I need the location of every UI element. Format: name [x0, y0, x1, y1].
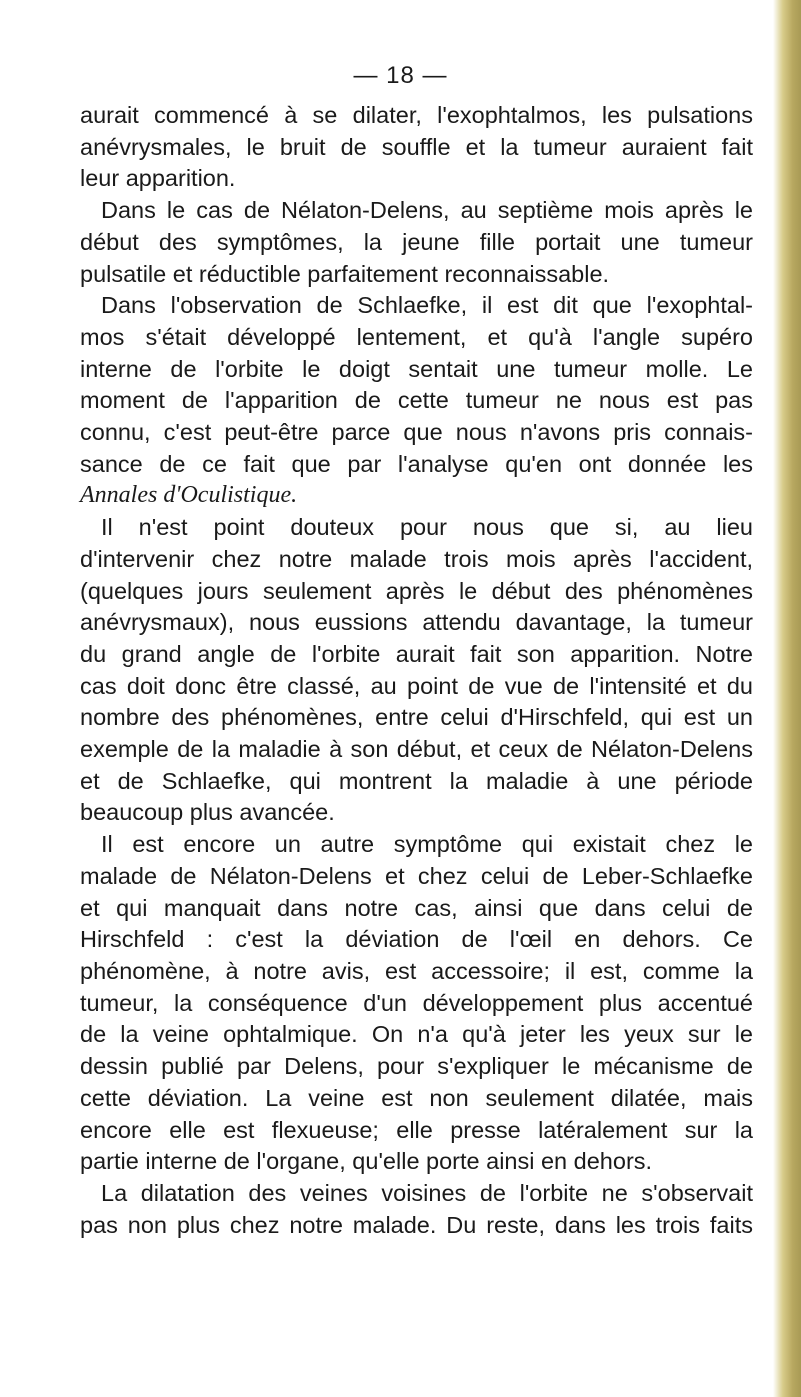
paragraph: mos s'était développé lentement, et qu'à l'angle supéro: [80, 323, 753, 350]
paragraph: exemple de la maladie à son début, et ceux de Nélaton-Delens: [80, 736, 753, 763]
paragraph: tumeur, la conséquence d'un développement plus accentué: [80, 989, 753, 1016]
paragraph: cette déviation. La veine est non seulement dilatée, mais: [80, 1084, 753, 1111]
paragraph: du grand angle de l'orbite aurait fait son apparition. Notre: [80, 640, 753, 667]
paragraph: cas doit donc être classé, au point de vue de l'intensité et du: [80, 672, 753, 699]
paragraph: La dilatation des veines voisines de l'orbite ne s'observait: [101, 1179, 753, 1206]
paragraph: d'intervenir chez notre malade trois mois après l'accident,: [80, 545, 753, 572]
paragraph: aurait commencé à se dilater, l'exophtalmos, les pulsations: [80, 102, 753, 128]
paragraph: Il n'est point douteux pour nous que si, au lieu: [101, 514, 753, 541]
paragraph: anévrysmaux), nous eussions attendu davantage, la tumeur: [80, 609, 753, 636]
paragraph: début des symptômes, la jeune fille portait une tumeur: [80, 228, 753, 255]
paragraph: dessin publié par Delens, pour s'expliquer le mécanisme de: [80, 1053, 753, 1080]
paragraph: connu, c'est peut-être parce que nous n'avons pris connais-: [80, 419, 753, 446]
paragraph: leur apparition.: [80, 165, 236, 192]
paragraph: pas non plus chez notre malade. Du reste, dans les trois faits: [80, 1211, 753, 1238]
paragraph: partie interne de l'organe, qu'elle porte ainsi en dehors.: [80, 1148, 653, 1175]
page-number: — 18 —: [353, 62, 448, 89]
paragraph: et de Schlaefke, qui montrent la maladie à une période: [80, 767, 753, 794]
paragraph: interne de l'orbite le doigt sentait une tumeur molle. Le: [80, 355, 753, 382]
paragraph: anévrysmales, le bruit de souffle et la tumeur auraient fait: [80, 133, 753, 160]
paragraph: et qui manquait dans notre cas, ainsi que dans celui de: [80, 894, 753, 921]
paragraph: (quelques jours seulement après le début des phénomènes: [80, 577, 753, 604]
page-edge: [773, 0, 801, 1397]
paragraph: phénomène, à notre avis, est accessoire; il est, comme la: [80, 957, 753, 984]
paragraph: malade de Nélaton-Delens et chez celui de Leber-Schlaefke: [80, 862, 753, 889]
journal-title: Annales d'Oculistique.: [80, 482, 298, 509]
paragraph: Dans le cas de Nélaton-Delens, au septième mois après le: [101, 197, 753, 224]
paragraph: beaucoup plus avancée.: [80, 799, 335, 826]
paragraph: de la veine ophtalmique. On n'a qu'à jeter les yeux sur le: [80, 1021, 753, 1048]
paragraph: sance de ce fait que par l'analyse qu'en ont donnée les: [80, 450, 753, 477]
paragraph: Dans l'observation de Schlaefke, il est dit que l'exophtal-: [101, 292, 753, 319]
paragraph: Hirschfeld : c'est la déviation de l'œil en dehors. Ce: [80, 926, 753, 953]
paragraph: encore elle est flexueuse; elle presse latéralement sur la: [80, 1116, 753, 1143]
paragraph: moment de l'apparition de cette tumeur ne nous est pas: [80, 387, 753, 414]
paragraph: nombre des phénomènes, entre celui d'Hirschfeld, qui est un: [80, 704, 753, 731]
paragraph: pulsatile et réductible parfaitement reconnaissable.: [80, 260, 610, 287]
paragraph: Il est encore un autre symptôme qui existait chez le: [101, 831, 753, 858]
body-text: [80, 100, 753, 1241]
